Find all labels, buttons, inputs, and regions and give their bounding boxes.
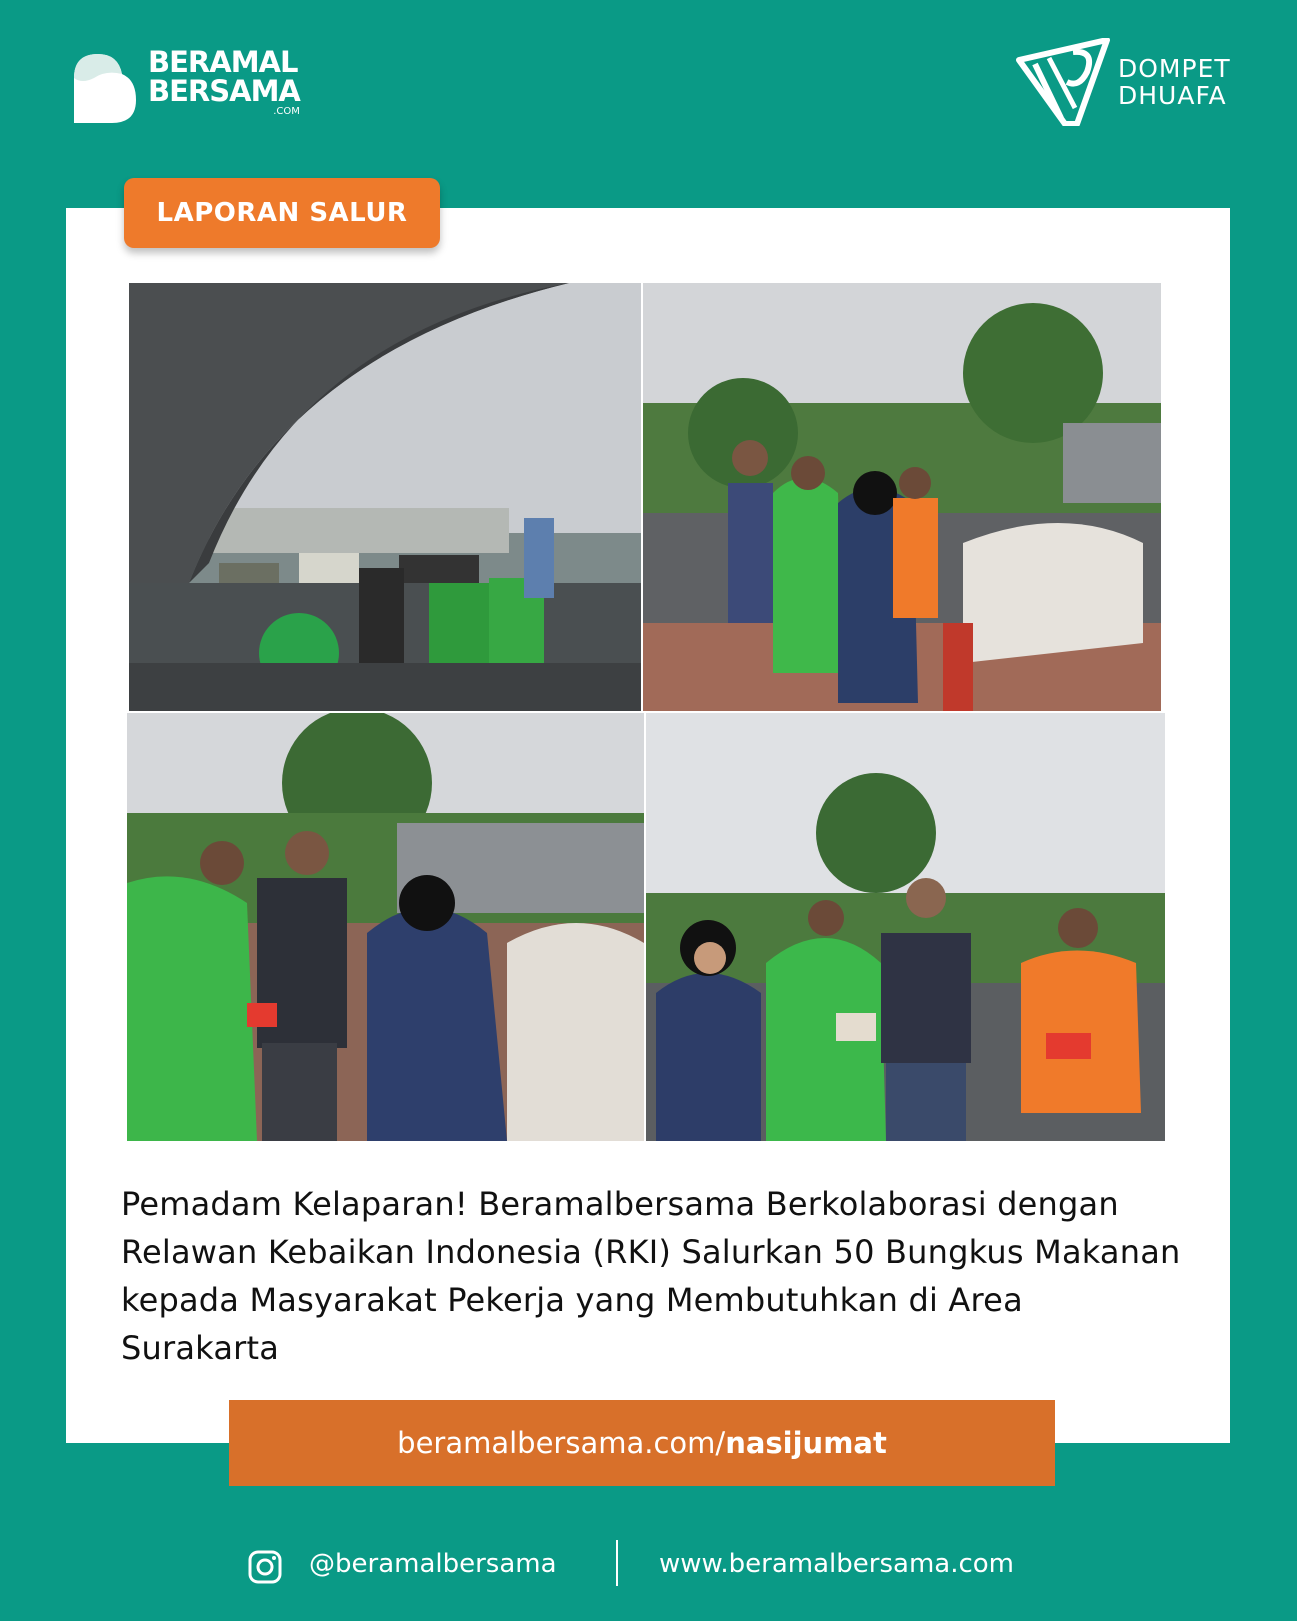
laporan-salur-tag: LAPORAN SALUR bbox=[124, 178, 440, 248]
logo-line-2: BERSAMA bbox=[148, 74, 300, 108]
instagram-icon bbox=[248, 1550, 282, 1584]
url-path: nasijumat bbox=[725, 1426, 887, 1460]
photo-group-recipients bbox=[646, 713, 1165, 1141]
photo-underpass-rain bbox=[129, 283, 641, 711]
footer-divider bbox=[616, 1540, 618, 1586]
footer bbox=[0, 1540, 1297, 1592]
website-link[interactable]: www.beramalbersama.com bbox=[659, 1549, 1014, 1579]
dompet-dhuafa-logo bbox=[1015, 38, 1231, 126]
beramal-bersama-logo bbox=[66, 45, 300, 123]
photo-distribution-1 bbox=[643, 283, 1161, 711]
logo-line-1: BERAMAL bbox=[148, 45, 298, 79]
dompet-text: DOMPET bbox=[1118, 54, 1231, 83]
headline: Pemadam Kelaparan! Beramalbersama Berkolaborasi dengan Relawan Kebaikan Indonesia (RKI) Salurkan 50 Bungkus Makanan kepada Masyarakat Pekerja yang Membutuhkan di Area Surakarta bbox=[121, 1185, 1181, 1367]
photo-distribution-2 bbox=[127, 713, 644, 1141]
url-prefix: beramalbersama.com/ bbox=[397, 1426, 726, 1460]
instagram-handle[interactable]: @beramalbersama bbox=[309, 1549, 557, 1579]
logo-line-3: .COM bbox=[273, 106, 300, 117]
dhuafa-text: DHUAFA bbox=[1118, 81, 1227, 110]
heart-cloud-icon bbox=[66, 48, 136, 123]
url-banner[interactable] bbox=[229, 1400, 1055, 1486]
dompet-dhuafa-logo-icon bbox=[1015, 38, 1110, 126]
